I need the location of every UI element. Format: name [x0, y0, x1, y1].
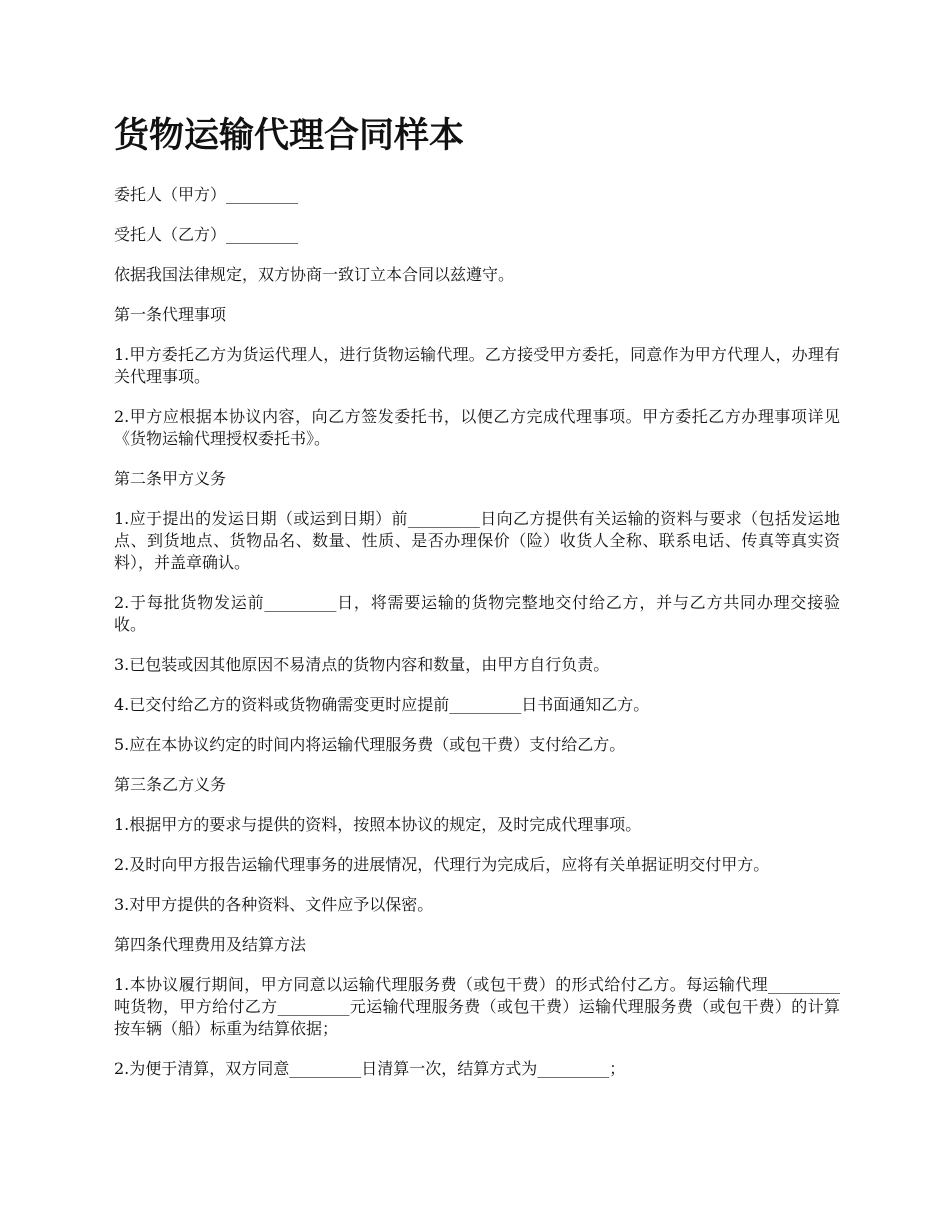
- article-2-clause-2: 2.于每批货物发运前_________日，将需要运输的货物完整地交付给乙方，并与乙方共同办理交接验收。: [114, 593, 840, 634]
- document-title: 货物运输代理合同样本: [114, 116, 465, 156]
- article-2-clause-3: 3.已包装或因其他原因不易清点的货物内容和数量，由甲方自行负责。: [114, 655, 610, 674]
- article-2-clause-5: 5.应在本协议约定的时间内将运输代理服务费（或包干费）支付给乙方。: [114, 735, 626, 754]
- article-1-clause-2: 2.甲方应根据本协议内容，向乙方签发委托书，以便乙方完成代理事项。甲方委托乙方办理事项详见《货物运输代理授权委托书》。: [114, 407, 840, 448]
- article-2-clause-4: 4.已交付给乙方的资料或货物确需变更时应提前_________日书面通知乙方。: [114, 695, 650, 714]
- article-4-clause-2: 2.为便于清算，双方同意_________日清算一次，结算方式为_________；: [114, 1059, 626, 1078]
- article-1-clause-1: 1.甲方委托乙方为货运代理人，进行货物运输代理。乙方接受甲方委托，同意作为甲方代理人，办理有关代理事项。: [114, 345, 840, 386]
- document-page: [114, 110, 840, 1098]
- article-2-heading: 第二条甲方义务: [114, 469, 227, 488]
- party-b-line: 受托人（乙方）_________: [114, 225, 299, 244]
- article-3-clause-2: 2.及时向甲方报告运输代理事务的进展情况，代理行为完成后，应将有关单据证明交付甲方。: [114, 855, 770, 874]
- article-3-clause-1: 1.根据甲方的要求与提供的资料，按照本协议的规定，及时完成代理事项。: [114, 815, 642, 834]
- article-3-heading: 第三条乙方义务: [114, 775, 227, 794]
- preamble: 依据我国法律规定，双方协商一致订立本合同以兹遵守。: [114, 265, 515, 284]
- article-4-clause-1: 1.本协议履行期间，甲方同意以运输代理服务费（或包干费）的形式给付乙方。每运输代理_________吨货物，甲方给付乙方_________元运输代理服务费（或包干费）运输代理服务费（或包干费）的计算按车辆（船）标重为结算依据；: [114, 975, 840, 1038]
- article-1-heading: 第一条代理事项: [114, 305, 227, 324]
- party-a-line: 委托人（甲方）_________: [114, 185, 299, 204]
- article-4-heading: 第四条代理费用及结算方法: [114, 935, 307, 954]
- article-3-clause-3: 3.对甲方提供的各种资料、文件应予以保密。: [114, 895, 434, 914]
- article-2-clause-1: 1.应于提出的发运日期（或运到日期）前_________日向乙方提供有关运输的资料与要求（包括发运地点、到货地点、货物品名、数量、性质、是否办理保价（险）收货人全称、联系电话、传真等真实资料），并盖章确认。: [114, 509, 840, 572]
